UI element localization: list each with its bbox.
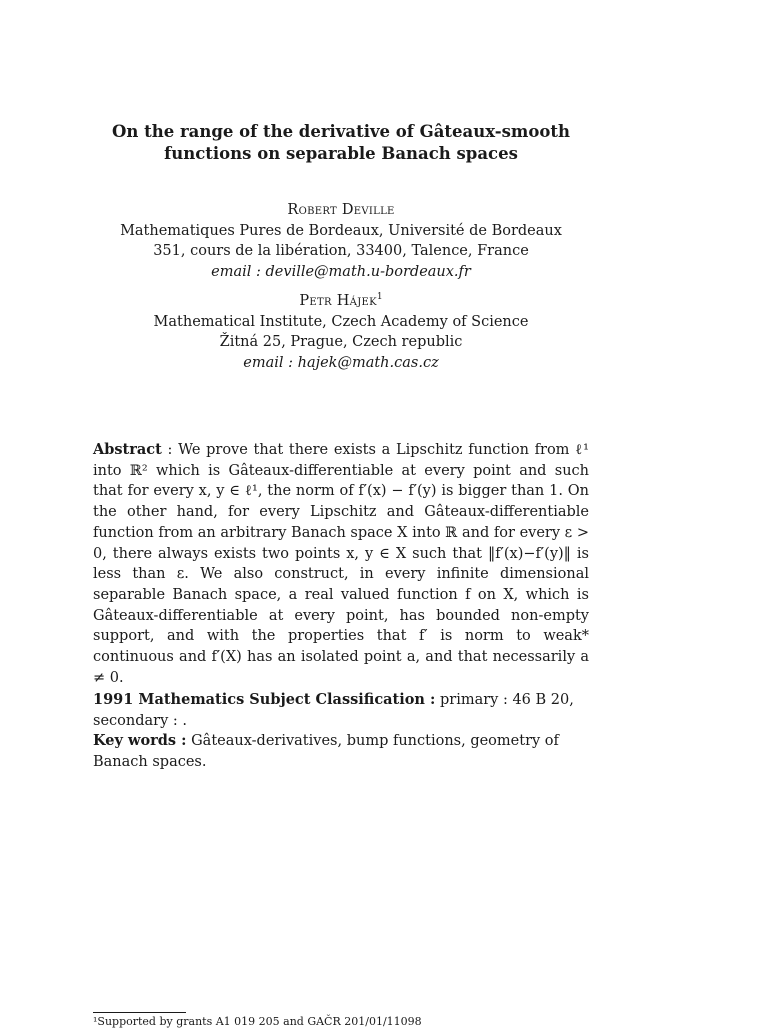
title-line-2: functions on separable Banach spaces: [164, 144, 518, 163]
keywords-text: Gâteaux-derivatives, bump functions, geometry of Banach spaces.: [93, 733, 559, 770]
author-name: Petr Hájek: [299, 293, 377, 309]
author-address: Žitná 25, Prague, Czech republic: [219, 334, 463, 350]
keywords: [93, 731, 589, 772]
abstract: [93, 440, 589, 688]
subject-classification: [93, 690, 589, 731]
author-block-1: [60, 200, 622, 282]
author-address: 351, cours de la libération, 33400, Talence, France: [153, 243, 529, 259]
footnote-rule: [93, 1012, 186, 1013]
paper-title: [84, 121, 598, 165]
classification-text: primary : 46 B 20, secondary : .: [93, 692, 574, 729]
author-name: Robert Deville: [287, 202, 395, 218]
author-affiliation: Mathematical Institute, Czech Academy of Science: [153, 313, 529, 330]
author-block-2: [60, 291, 622, 373]
footnote: ¹Supported by grants A1 019 205 and GAČR 201/01/11098: [93, 1015, 422, 1028]
title-line-1: On the range of the derivative of Gâteaux-smooth: [111, 122, 571, 141]
author-name-line: [60, 291, 622, 312]
abstract-label: Abstract: [93, 441, 162, 458]
classification-label: 1991 Mathematics Subject Classification :: [93, 691, 436, 708]
author-email: email : deville@math.u-bordeaux.fr: [211, 263, 471, 280]
footnote-mark: 1: [376, 292, 383, 303]
author-affiliation: Mathematiques Pures de Bordeaux, Université de Bordeaux: [120, 222, 562, 239]
keywords-label: Key words :: [93, 732, 187, 749]
author-email: email : hajek@math.cas.cz: [243, 354, 439, 371]
abstract-text: : We prove that there exists a Lipschitz function from ℓ¹ into ℝ² which is Gâteaux-differentiable at every point and such that for every x, y ∈ ℓ¹, the norm of f′(x) − f′(y) is bigger than 1. On the other hand, for every Lipschitz and Gâteaux-differentiable function from an arbitrary Banach space X into ℝ and for every ε > 0, there always exists two points x, y ∈ X such that ‖f′(x)−f′(y)‖ is less than ε. We also construct, in every infinite dimensional separable Banach space, a real valued function f on X, which is Gâteaux-differentiable at every point, has bounded non-empty support, and with the properties that f′ is norm to weak* continuous and f′(X) has an isolated point a, and that necessarily a ≠ 0.: [93, 442, 589, 686]
